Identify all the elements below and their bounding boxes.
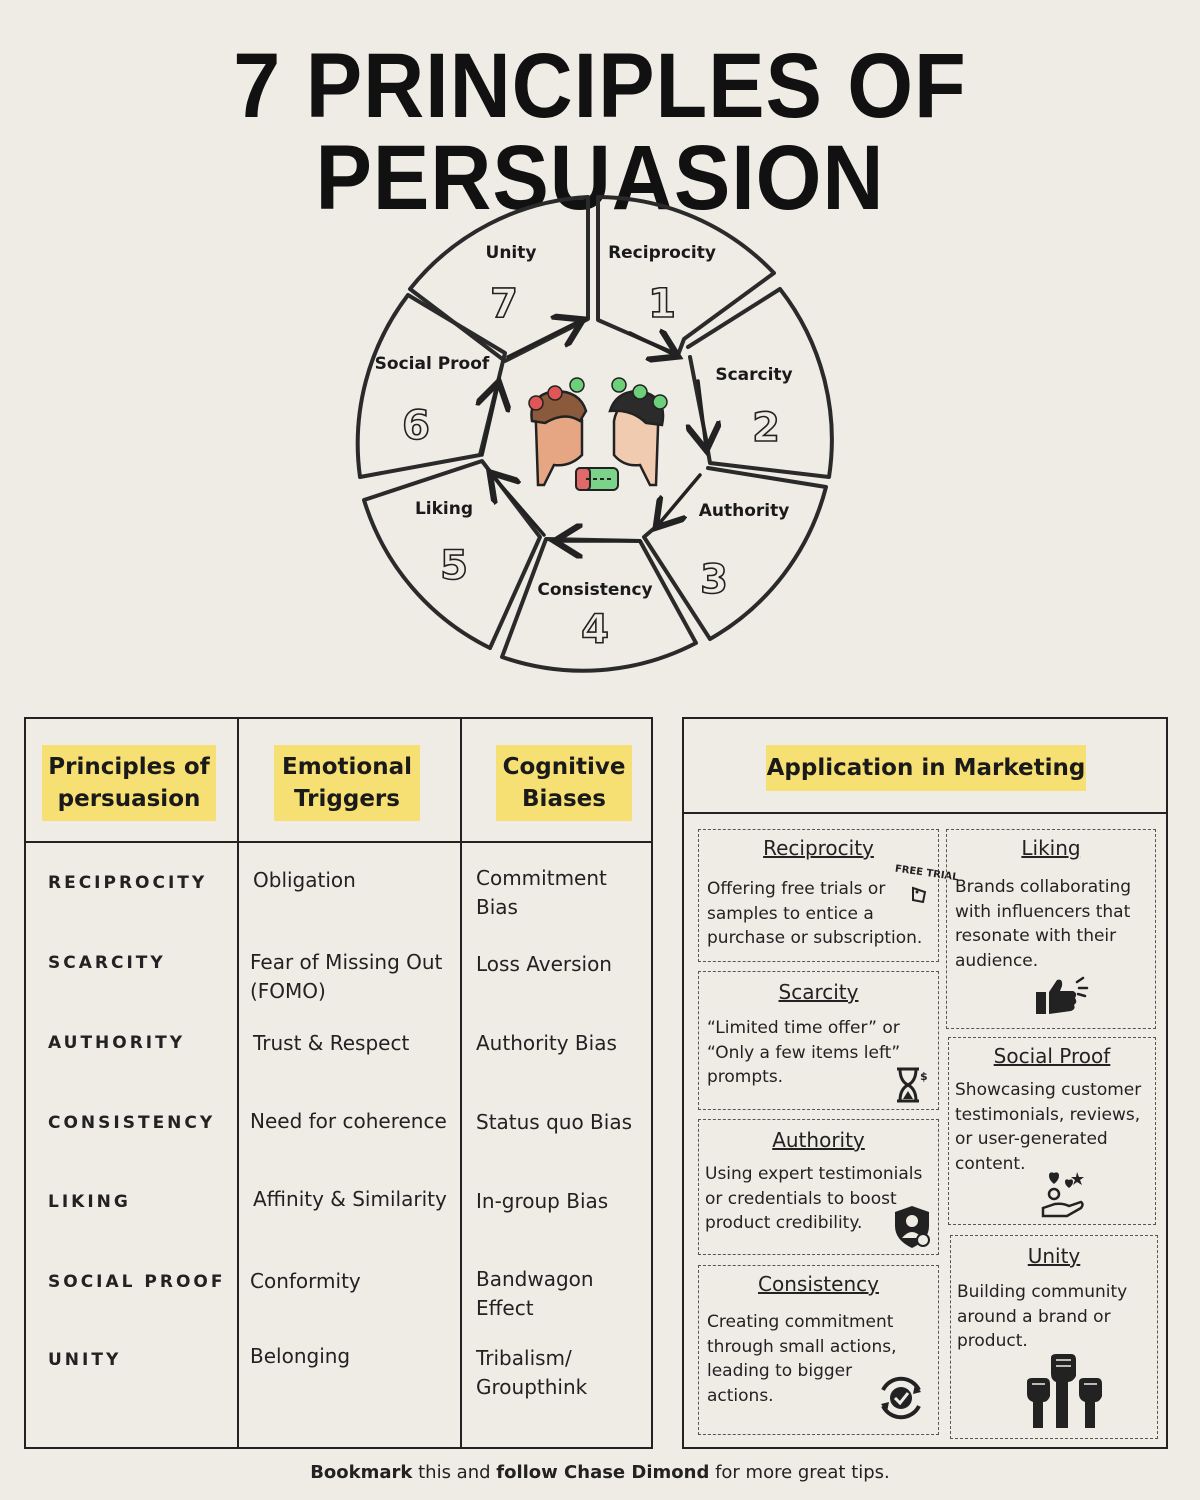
segment-label-scarcity: Scarcity (715, 365, 793, 385)
thumbs-up-icon (1033, 976, 1089, 1018)
segment-label-consistency: Consistency (537, 580, 653, 600)
arrow-3-to-4 (658, 475, 700, 525)
arrow-5-to-6 (492, 475, 544, 535)
card-social-proof (948, 1037, 1156, 1225)
card-liking (946, 829, 1156, 1029)
svg-text:$: $ (920, 1070, 928, 1083)
card-title: Unity (1027, 1244, 1081, 1268)
header-cognitive-biases: Cognitive Biases (496, 745, 632, 821)
card-title: Authority (772, 1128, 865, 1152)
header-divider (26, 841, 651, 843)
header-emotional-triggers: Emotional Triggers (274, 745, 420, 821)
hourglass-icon (893, 1066, 929, 1104)
trigger-cell: Fear of Missing Out (FOMO) (250, 950, 443, 1003)
segment-label-liking: Liking (414, 499, 474, 519)
free-trial-tag-icon (893, 860, 960, 906)
card-title: Liking (1021, 836, 1081, 860)
card-title: Social Proof (993, 1044, 1111, 1068)
card-text: “Limited time offer” or “Only a few items left” prompts. (707, 1018, 901, 1087)
shield-person-icon (891, 1204, 933, 1250)
card-reciprocity (698, 829, 960, 962)
footer-text: for more great tips. (709, 1462, 890, 1483)
segment-label-authority: Authority (698, 501, 790, 521)
arrow-6-to-7 (482, 385, 498, 455)
segment-number-1: 1 (648, 281, 676, 327)
trigger-cell: Obligation (253, 868, 356, 892)
segment-number-2: 2 (752, 405, 780, 451)
segment-label-reciprocity: Reciprocity (608, 243, 716, 263)
card-authority (698, 1119, 939, 1255)
card-text: Creating commitment through small actions, leading to bigger actions. (707, 1312, 897, 1406)
bias-cell: Tribalism/ Groupthink (476, 1346, 588, 1399)
principle-cell: SCARCITY (48, 953, 166, 973)
page-title: 7 PRINCIPLES OF PERSUASION (233, 35, 967, 229)
segment-label-social-proof: Social Proof (374, 354, 490, 374)
card-text: Brands collaborating with influencers that resonate with their audience. (955, 877, 1132, 971)
trigger-cell: Conformity (250, 1269, 361, 1293)
card-text: Using expert testimonials or credentials to boost product credibility. (705, 1164, 923, 1233)
card-title: Scarcity (778, 980, 859, 1004)
header-principles: Principles of persuasion (42, 745, 216, 821)
principle-cell: SOCIAL PROOF (48, 1272, 226, 1292)
column-divider (460, 719, 462, 1447)
principle-cell: RECIPROCITY (48, 873, 208, 893)
hand-with-hearts-icon (1039, 1168, 1085, 1220)
card-text: Showcasing customer testimonials, reviews, or user-generated content. (955, 1080, 1142, 1174)
conversation-illustration-icon (529, 378, 667, 490)
footer-follow-link[interactable]: follow Chase Dimond (496, 1462, 710, 1483)
marketing-applications-panel (682, 717, 1168, 1449)
segment-1-outline (598, 197, 774, 355)
trigger-cell: Belonging (250, 1344, 351, 1368)
segment-7-outline (410, 197, 588, 361)
principle-cell: CONSISTENCY (48, 1113, 216, 1133)
bias-cell: Authority Bias (476, 1031, 617, 1055)
card-text: Offering free trials or samples to entice a purchase or subscription. (707, 879, 923, 948)
arrow-7-to-1 (508, 321, 580, 357)
principles-table (24, 717, 653, 1449)
header-application-in-marketing: Application in Marketing (766, 745, 1086, 791)
column-divider (237, 719, 239, 1447)
footer-bookmark: Bookmark (310, 1462, 413, 1483)
header-divider (684, 812, 1166, 814)
segment-number-6: 6 (402, 403, 430, 449)
principle-cell: LIKING (48, 1192, 131, 1212)
principle-cell: UNITY (48, 1350, 122, 1370)
bias-cell: In-group Bias (476, 1189, 609, 1213)
trigger-cell: Need for coherence (250, 1109, 447, 1133)
footer-text: this and (412, 1462, 497, 1483)
bias-cell: Commitment Bias (476, 866, 607, 919)
cycle-check-icon (871, 1368, 931, 1428)
footer-cta (0, 1462, 1200, 1483)
bias-cell: Bandwagon Effect (476, 1267, 594, 1320)
persuasion-cycle-diagram (340, 185, 860, 675)
card-text: Building community around a brand or product. (957, 1282, 1128, 1351)
segment-3-outline (644, 468, 826, 639)
card-scarcity (698, 971, 939, 1110)
raised-fists-icon (1021, 1352, 1107, 1430)
segment-number-4: 4 (581, 607, 609, 653)
card-unity (950, 1235, 1158, 1439)
card-title: Reciprocity (763, 836, 874, 860)
principle-cell: AUTHORITY (48, 1033, 186, 1053)
segment-number-5: 5 (440, 543, 468, 589)
segment-number-7: 7 (490, 281, 518, 327)
card-title: Consistency (758, 1272, 879, 1296)
trigger-cell: Trust & Respect (253, 1031, 410, 1055)
svg-text:FREE TRIAL: FREE TRIAL (894, 863, 960, 884)
trigger-cell: Affinity & Similarity (253, 1187, 447, 1211)
bias-cell: Status quo Bias (476, 1110, 633, 1134)
card-consistency (698, 1265, 939, 1435)
arrow-1-to-2 (630, 333, 675, 355)
bias-cell: Loss Aversion (476, 952, 612, 976)
segment-number-3: 3 (700, 557, 728, 603)
segment-label-unity: Unity (485, 243, 537, 263)
